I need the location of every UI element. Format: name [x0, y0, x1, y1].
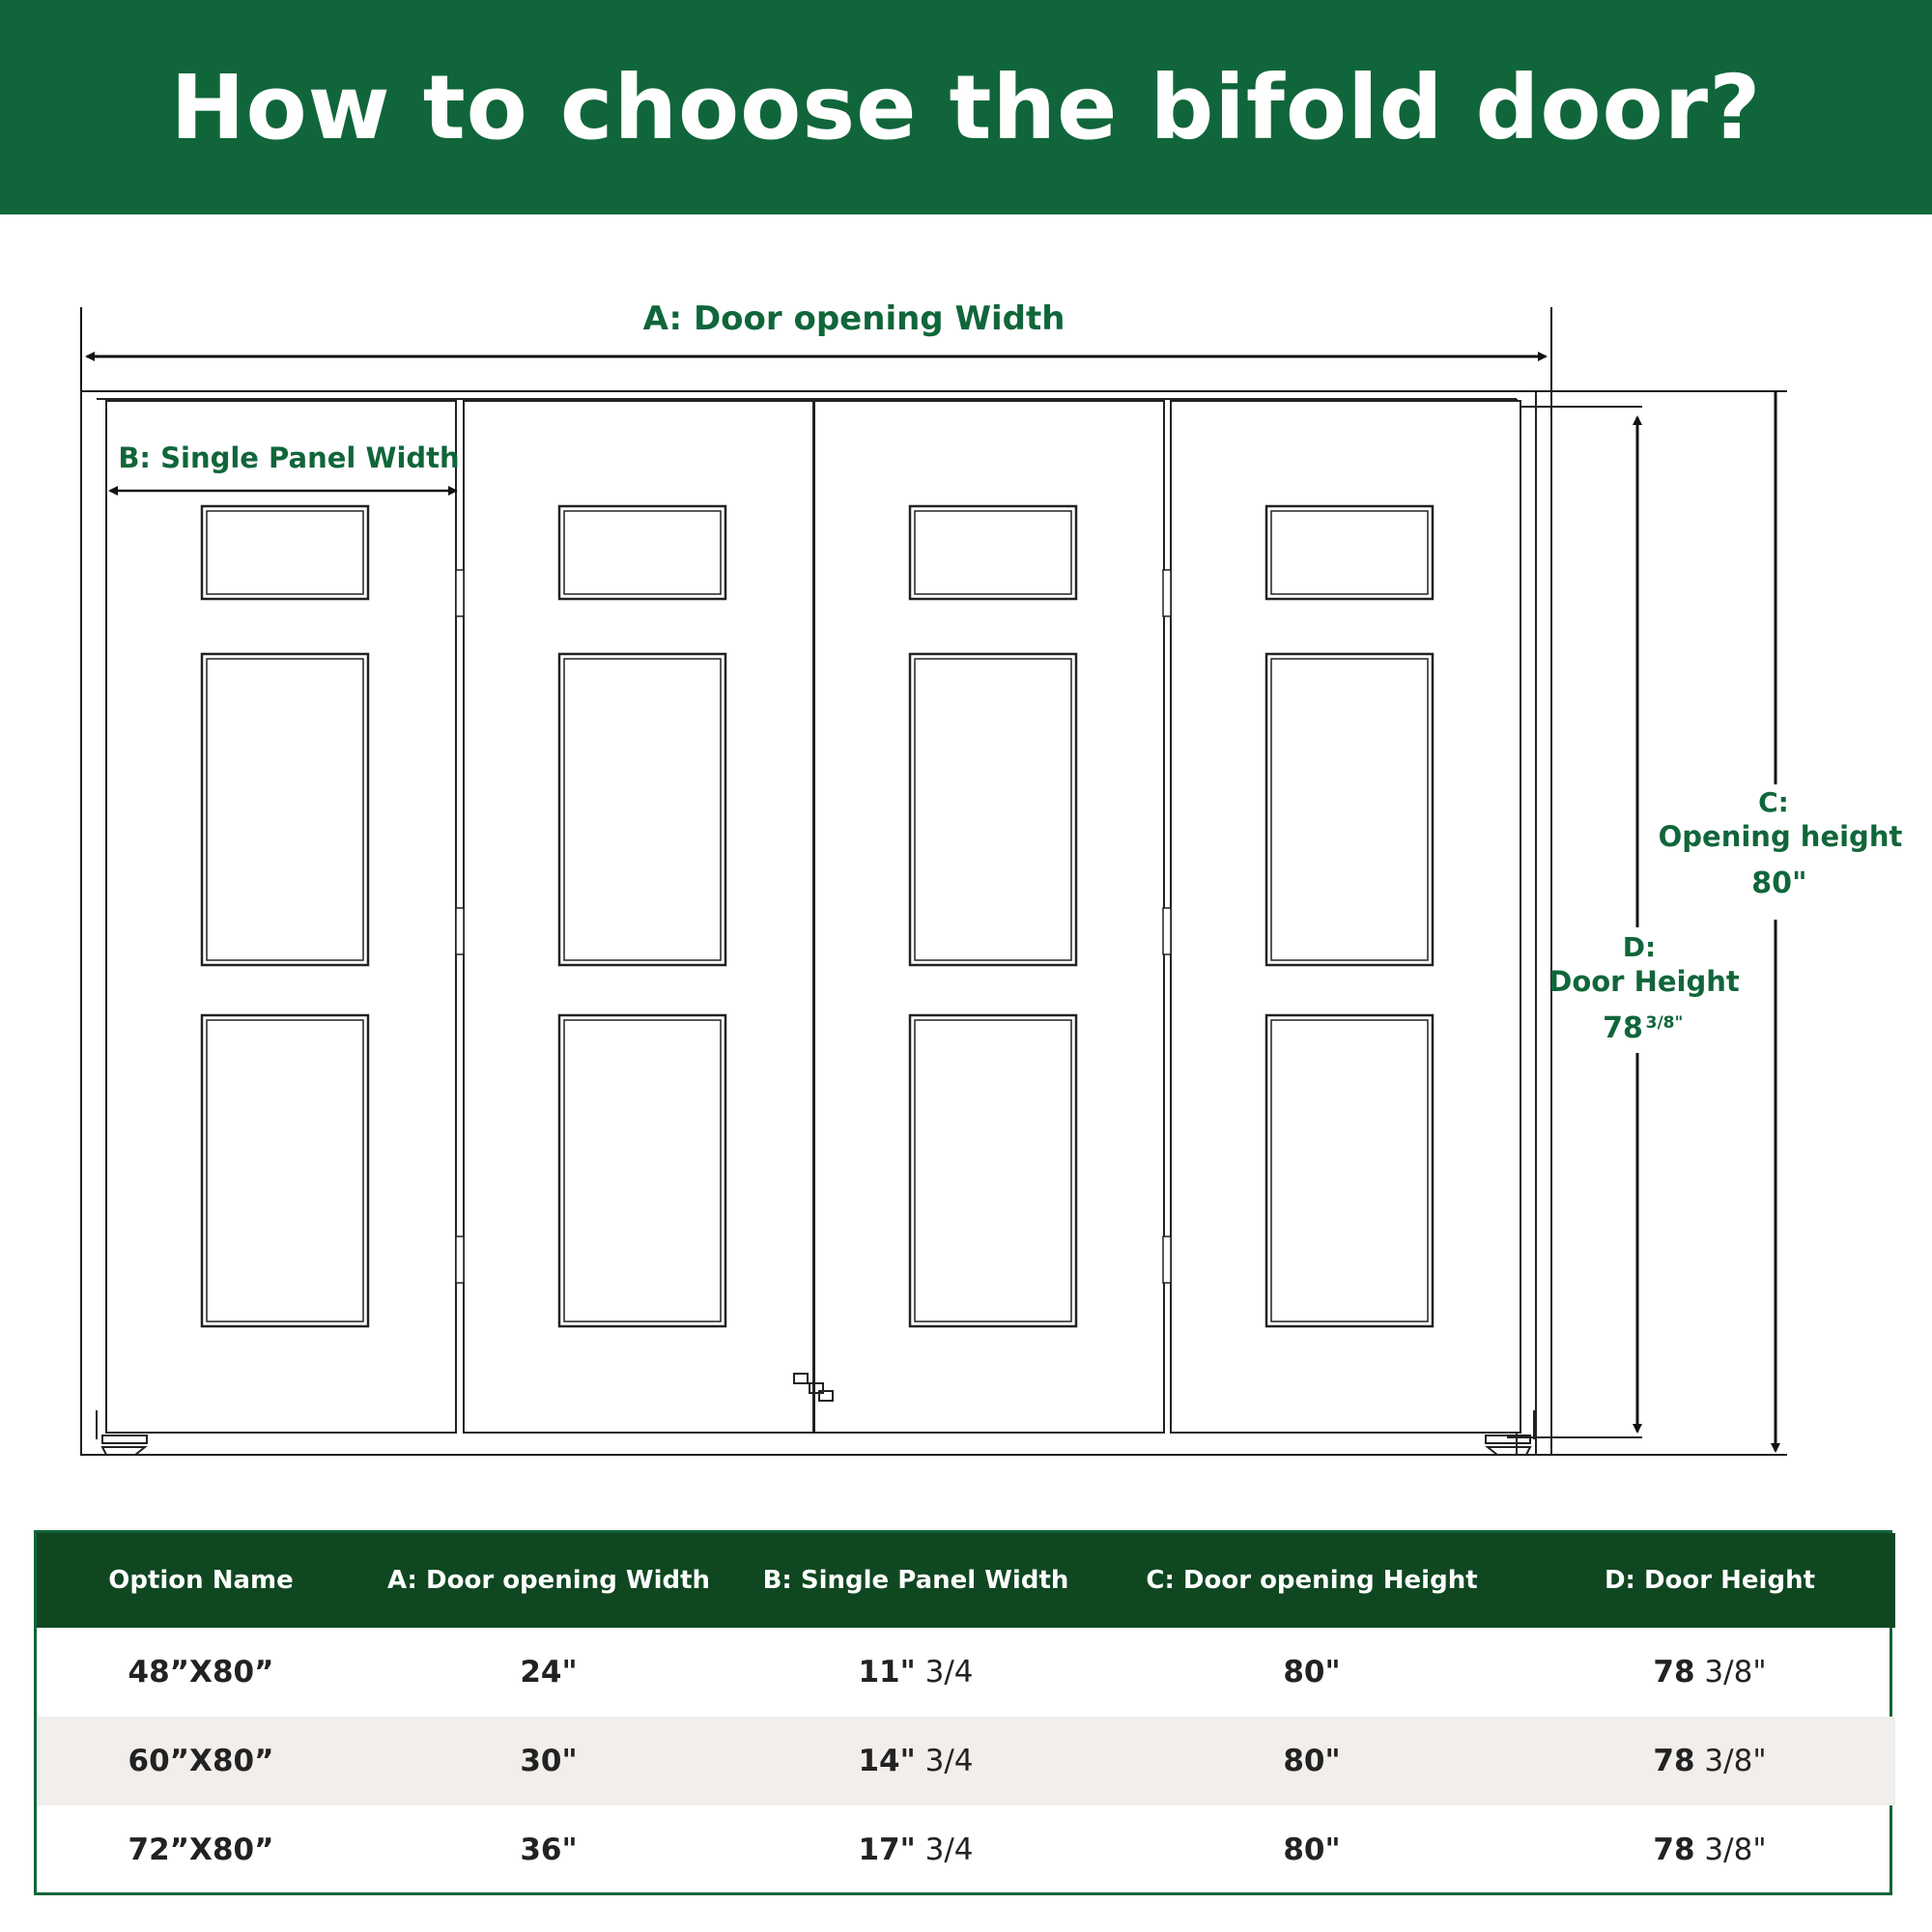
hinge	[1163, 908, 1171, 954]
door-leaf-outline	[106, 401, 456, 1433]
cell-panel-width: 14" 3/4	[858, 1744, 974, 1778]
label-d-value: 78	[1603, 1011, 1643, 1045]
table-row	[37, 1628, 1895, 1717]
cell-option: 72”X80”	[128, 1833, 274, 1867]
cell-opening-width: 24"	[520, 1655, 578, 1690]
cell-option: 48”X80”	[128, 1655, 274, 1690]
bifold-door-diagram	[0, 214, 1932, 1509]
hinge	[1163, 1236, 1171, 1283]
label-single-panel-width: B: Single Panel Width	[118, 441, 460, 474]
label-c-value: 80"	[1751, 867, 1807, 900]
hinge	[456, 908, 464, 954]
table-row	[37, 1805, 1895, 1894]
label-d-letter: D:	[1622, 931, 1657, 963]
hinge	[456, 570, 464, 616]
cell-opening-width: 30"	[520, 1744, 578, 1778]
door-panels	[106, 401, 1520, 1433]
cell-panel-width: 17" 3/4	[858, 1833, 974, 1867]
dimension-d	[1548, 417, 1740, 1432]
door-leaf	[464, 401, 813, 1433]
dimension-a	[81, 299, 1551, 391]
header-door-opening-width: A: Door opening Width	[386, 1566, 711, 1595]
door-leaf-outline	[1171, 401, 1520, 1433]
header-single-panel-width: B: Single Panel Width	[762, 1566, 1069, 1595]
door-leaf	[1171, 401, 1520, 1433]
cell-door-height: 78 3/8"	[1653, 1655, 1767, 1690]
label-door-height: Door Height	[1548, 965, 1740, 998]
cell-opening-height: 80"	[1283, 1744, 1341, 1778]
cell-door-height: 78 3/8"	[1653, 1744, 1767, 1778]
door-drawing	[0, 214, 1932, 1509]
table-row	[37, 1717, 1895, 1805]
cell-opening-height: 80"	[1283, 1655, 1341, 1690]
door-leaf-outline	[814, 401, 1164, 1433]
label-opening-height: Opening height	[1658, 820, 1903, 853]
header-option-name: Option Name	[108, 1566, 294, 1595]
cell-opening-height: 80"	[1283, 1833, 1341, 1867]
cell-opening-width: 36"	[520, 1833, 578, 1867]
dimension-c	[1659, 391, 1903, 1451]
page-header	[0, 0, 1932, 214]
cell-door-height: 78 3/8"	[1653, 1833, 1767, 1867]
hinge	[1163, 570, 1171, 616]
table-header-row	[37, 1533, 1895, 1628]
size-table	[34, 1530, 1892, 1895]
page-title: How to choose the bifold door?	[170, 55, 1762, 159]
door-leaf-outline	[464, 401, 813, 1433]
door-leaf	[814, 401, 1164, 1433]
header-door-height: D: Door Height	[1604, 1566, 1816, 1595]
cell-option: 60”X80”	[128, 1744, 274, 1778]
cell-panel-width: 11" 3/4	[858, 1655, 974, 1690]
header-door-opening-height: C: Door opening Height	[1146, 1566, 1478, 1595]
label-door-opening-width: A: Door opening Width	[642, 299, 1065, 338]
hinge	[456, 1236, 464, 1283]
door-leaf	[106, 401, 456, 1433]
label-d-fraction: 3/8"	[1645, 1013, 1684, 1033]
label-c-letter: C:	[1758, 786, 1789, 818]
